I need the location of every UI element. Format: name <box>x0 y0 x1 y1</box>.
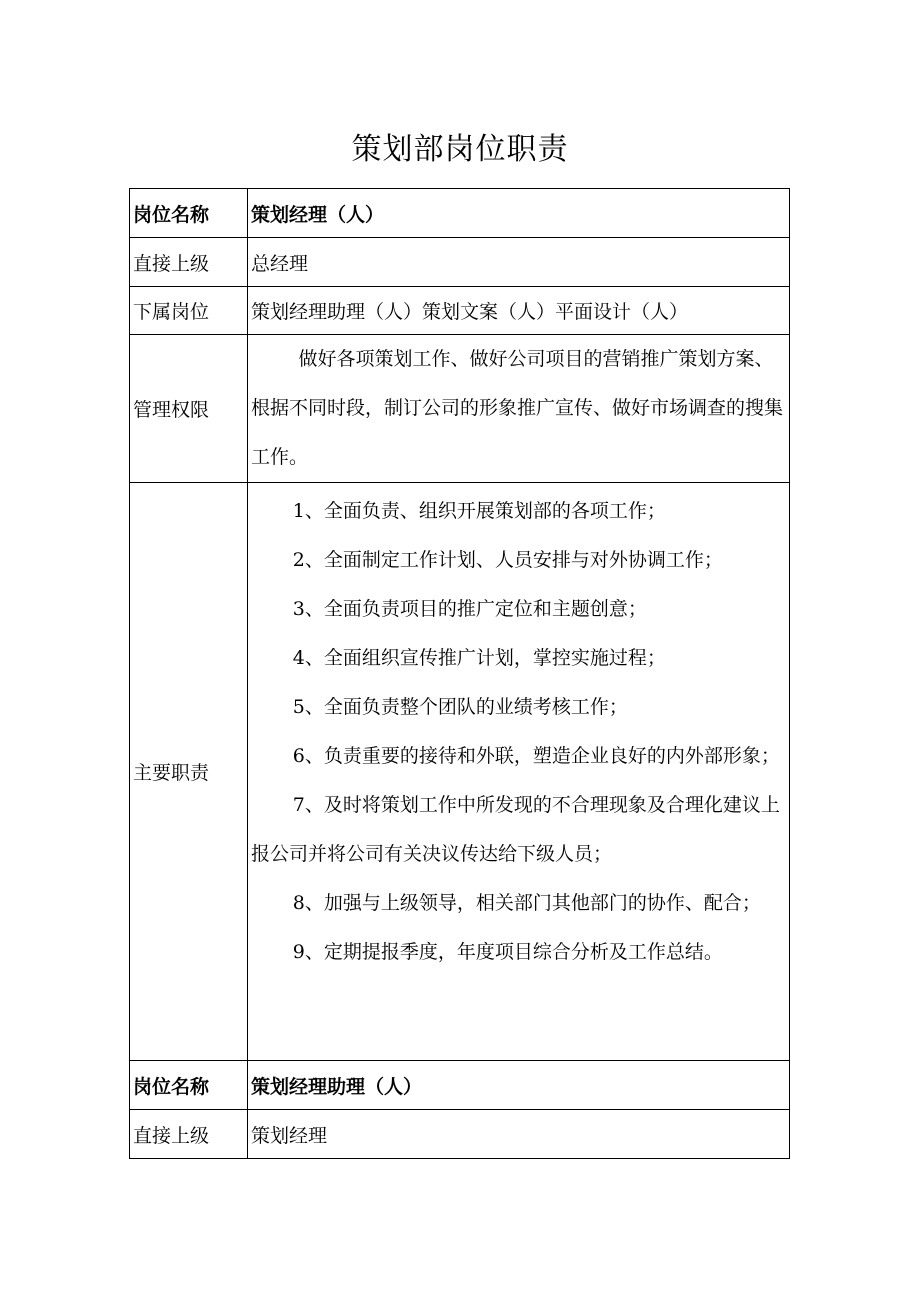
list-item: 2、全面制定工作计划、人员安排与对外协调工作； <box>292 549 723 571</box>
value-direct-superior-2: 策划经理 <box>248 1110 790 1159</box>
list-item: 1、全面负责、组织开展策划部的各项工作； <box>292 500 666 522</box>
label-position-name: 岗位名称 <box>130 189 248 238</box>
list-item: 5、全面负责整个团队的业绩考核工作； <box>292 696 628 718</box>
authority-paragraph: 做好各项策划工作、做好公司项目的营销推广策划方案、根据不同时段，制订公司的形象推广宣传、做好市场调查的搜集工作。 <box>251 348 784 468</box>
table-row <box>130 287 790 335</box>
label-subordinate-positions: 下属岗位 <box>130 287 248 335</box>
label-management-authority: 管理权限 <box>130 335 248 483</box>
list-item: 8、加强与上级领导，相关部门其他部门的协作、配合； <box>292 892 761 914</box>
label-direct-superior: 直接上级 <box>130 238 248 287</box>
list-item: 7、及时将策划工作中所发现的不合理现象及合理化建议上报公司并将公司有关决议传达给下级人员； <box>251 794 780 865</box>
table-row <box>130 189 790 238</box>
value-main-duties <box>248 483 790 1061</box>
list-item: 6、负责重要的接待和外联，塑造企业良好的内外部形象； <box>292 745 780 767</box>
label-position-name-2: 岗位名称 <box>130 1061 248 1110</box>
duties-list <box>251 483 785 1054</box>
value-direct-superior: 总经理 <box>248 238 790 287</box>
label-main-duties: 主要职责 <box>130 483 248 1061</box>
label-direct-superior-2: 直接上级 <box>130 1110 248 1159</box>
list-item: 4、全面组织宣传推广计划，掌控实施过程； <box>292 647 666 669</box>
document-title: 策划部岗位职责 <box>351 132 569 167</box>
value-position-name: 策划经理（人） <box>248 189 790 238</box>
list-item: 3、全面负责项目的推广定位和主题创意； <box>292 598 647 620</box>
value-position-name-2: 策划经理助理（人） <box>248 1061 790 1110</box>
table-row <box>130 483 790 1061</box>
list-item: 9、定期提报季度，年度项目综合分析及工作总结。 <box>292 941 723 963</box>
table-row <box>130 1110 790 1159</box>
table-row <box>130 238 790 287</box>
value-management-authority <box>248 335 790 483</box>
table-row <box>130 1061 790 1110</box>
job-duty-table <box>129 188 790 1159</box>
value-subordinate-positions: 策划经理助理（人）策划文案（人）平面设计（人） <box>248 287 790 335</box>
table-row <box>130 335 790 483</box>
